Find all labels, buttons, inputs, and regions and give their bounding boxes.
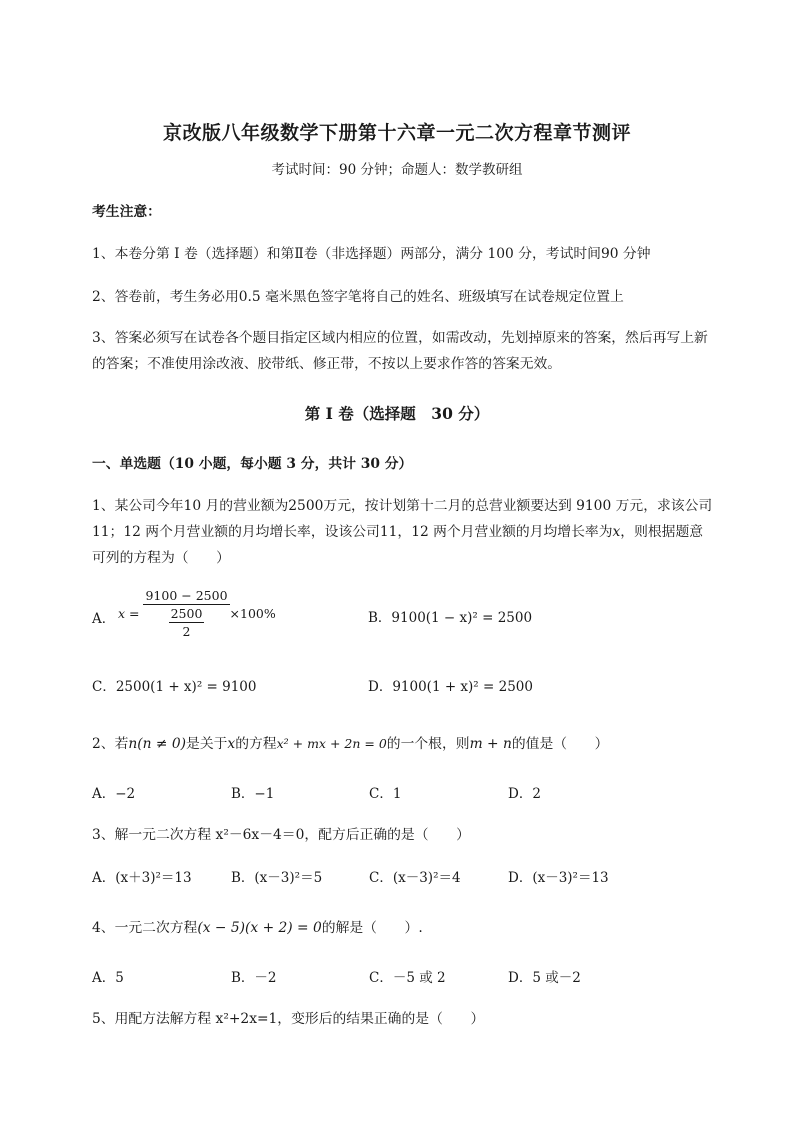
q1-option-b: B．9100(1 − x)² = 2500	[368, 610, 533, 626]
q3-option-c: C．(x－3)²＝4	[369, 870, 461, 886]
q4-option-a: A．5	[92, 970, 124, 986]
q4-option-d: D．5 或－2	[508, 970, 581, 986]
q1-option-a-label: A．	[92, 611, 116, 627]
q2-text: 2、若n(n ≠ 0)是关于x的方程x² + mx + 2n = 0的一个根，则m + n的值是（ ）	[92, 736, 609, 752]
q1-line-2: 11；12 两个月营业额的月均增长率，设该公司11，12 两个月营业额的月均增长率为x，则根据题意	[92, 524, 704, 540]
q1-line-1: 1、某公司今年10 月的营业额为2500万元，按计划第十二月的总营业额要达到 9100 万元，求该公司	[92, 498, 713, 514]
section-title: 第 I 卷（选择题 30 分）	[304, 404, 490, 423]
q4-option-c: C．－5 或 2	[369, 970, 446, 986]
part-heading: 一、单选题（10 小题，每小题 3 分，共计 30 分）	[92, 456, 413, 472]
q1-option-d: D．9100(1 + x)² = 2500	[368, 679, 533, 695]
notice-heading: 考生注意：	[92, 204, 161, 220]
notice-item-2: 2、答卷前，考生务必用0.5 毫米黑色签字笔将自己的姓名、班级填写在试卷规定位置上	[92, 289, 624, 305]
notice-item-1: 1、本卷分第 I 卷（选择题）和第Ⅱ卷（非选择题）两部分，满分 100 分，考试时间90 分钟	[92, 246, 651, 262]
q1-option-c: C．2500(1 + x)² = 9100	[92, 679, 257, 695]
q1-line-3: 可列的方程为（ ）	[92, 550, 230, 566]
q4-option-b: B．－2	[231, 970, 277, 986]
q3-option-b: B．(x－3)²＝5	[231, 870, 323, 886]
notice-item-3-cont: 的答案；不准使用涂改液、胶带纸、修正带，不按以上要求作答的答案无效。	[92, 356, 562, 372]
notice-item-3: 3、答案必须写在试卷各个题目指定区域内相应的位置，如需改动，先划掉原来的答案，然后再写上新	[92, 330, 708, 346]
exam-info: 考试时间：90 分钟；命题人：数学教研组	[271, 162, 523, 178]
q3-text: 3、解一元二次方程 x²－6x－4＝0，配方后正确的是（ ）	[92, 827, 470, 843]
q2-option-a: A．−2	[92, 786, 136, 802]
q3-option-d: D．(x－3)²＝13	[508, 870, 609, 886]
page-title: 京改版八年级数学下册第十六章一元二次方程章节测评	[162, 122, 631, 144]
q2-option-b: B．−1	[231, 786, 275, 802]
q3-option-a: A．(x＋3)²＝13	[92, 870, 192, 886]
q2-option-d: D．2	[508, 786, 541, 802]
q4-text: 4、一元二次方程(x − 5)(x + 2) = 0的解是（ ）.	[92, 920, 423, 936]
q5-text: 5、用配方法解方程 x²+2x=1，变形后的结果正确的是（ ）	[92, 1011, 485, 1027]
q1-option-a-formula: x = $\frac{9100 - 2500}{\frac{2500}{2}}$ ×100%	[118, 588, 276, 639]
q2-option-c: C．1	[369, 786, 402, 802]
